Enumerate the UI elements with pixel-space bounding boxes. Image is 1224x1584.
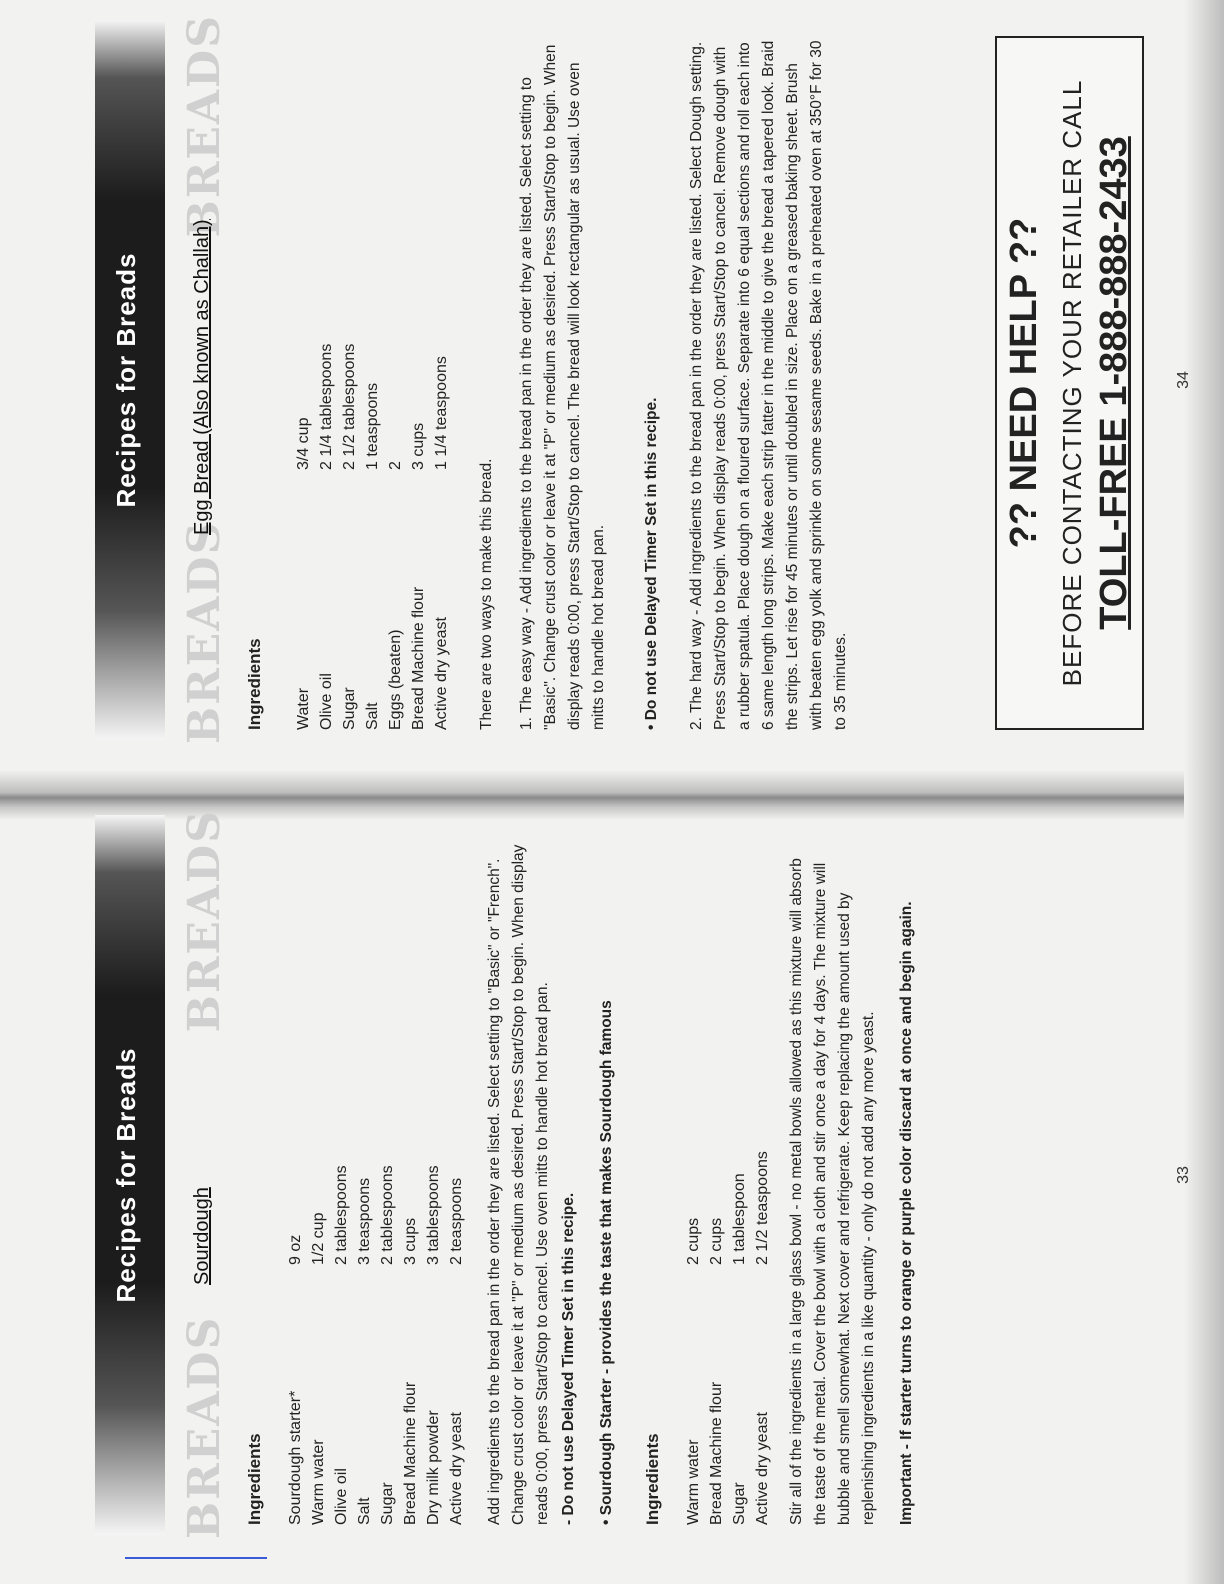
ingredient-amount: 3 teaspoons [356,1177,373,1265]
hard-way-text: 2. The hard way - Add ingredients to the bread pan in the order they are listed. Select Dough setting. Press Start/Stop to begin. When display reads 0:00, press Start/Stop to cancel. Remove dough with a rubber spatula. Place dough on a floured surface. Separate into 6 equal sections and roll each into 6 same length long strips. Make each strip fatter in the middle to give the bread a tapered look. Braid the strips. Let rise for 45 minutes or until doubled in size. Place on a greased baking sheet. Brush with beaten egg yolk and sprinkle on some sesame seeds. Bake in a preheated oven at 350°F for 30 to 35 minutes. [688,40,849,730]
watermark-right: BREADS [179,14,230,238]
ingredient-amount: 3 cups [410,422,427,470]
ingredient-row [364,344,387,730]
ingredient-row [356,1165,379,1525]
ingredient-amount: 3/4 cup [295,417,312,470]
ingredient-name: Sugar [379,1482,396,1525]
ingredient-row [448,1165,471,1525]
help-phone-number: TOLL-FREE 1-888-888-2433 [1093,136,1135,630]
important-note: Important - If starter turns to orange or purple color discard at once and begin again. [898,901,915,1525]
page-number: 34 [1175,371,1192,389]
watermark-left: BREADS [179,1315,230,1539]
ingredient-amount: 2 [387,461,404,470]
starter-instructions-text: Stir all of the ingredients in a large glass bowl - no metal bowls allowed as this mixture will absorb the taste of the metal. Cover the bowl with a cloth and stir once a day for 4 days. The mixture will bubble and smell somewhat. Next cover and refrigerate. Keep replacing the amount used by replenishing ingredients in a like quantity - only do not add any more yeast. [788,858,877,1525]
ingredient-row [333,1165,356,1525]
ingredient-name: Sourdough starter* [287,1390,304,1525]
page-header-bar [95,20,165,740]
help-subtitle: BEFORE CONTACTING YOUR RETAILER CALL [1057,79,1087,687]
instructions-text: Add ingredients to the bread pan in the order they are listed. Select setting to "Basic" or "French". Change crust color or leave it at "P" or medium as desired. Press Start/Stop to begin. When display reads 0:00, press Start/Stop to cancel. Use oven mitts to handle hot bread pan. [486,844,551,1525]
starter-ingredients-label: Ingredients [643,1433,662,1525]
help-title: ?? NEED HELP ?? [1003,217,1045,549]
ingredient-amount: 2 tablespoons [379,1165,396,1265]
ingredient-amount: 2 teaspoons [448,1177,465,1265]
ingredient-name: Sugar [341,687,358,730]
help-box [995,36,1144,730]
ingredient-name: Bread Machine flour [708,1381,725,1525]
ingredient-row [295,344,318,730]
page-header-title: Recipes for Breads [111,252,141,508]
page-header-title: Recipes for Breads [111,1047,141,1303]
ingredient-row [318,344,341,730]
ingredient-row [341,344,364,730]
ingredients-label: Ingredients [245,1433,264,1525]
ingredient-name: Salt [364,702,381,730]
ingredients-table [287,1165,471,1525]
hyperlink-underline [125,1557,267,1559]
recipe-title: Sourdough [191,1187,213,1285]
ingredient-row [287,1165,310,1525]
ingredient-amount: 2 cups [708,1217,725,1265]
delayed-timer-warning: • Do not use Delayed Timer Set in this recipe. [643,397,660,730]
page-34 [95,14,1224,744]
ingredient-name: Water [295,687,312,730]
ingredient-amount: 2 tablespoons [333,1165,350,1265]
ingredients-table [295,344,456,730]
ingredient-row [410,344,433,730]
ingredient-row [433,344,456,730]
ingredient-amount: 9 oz [287,1234,304,1265]
ingredient-name: Dry milk powder [425,1410,442,1525]
ingredient-amount: 3 cups [402,1217,419,1265]
ingredient-amount: 2 cups [685,1217,702,1265]
page-header-bar [95,815,165,1535]
ingredient-name: Olive oil [333,1468,350,1525]
ingredient-name: Sugar [731,1482,748,1525]
ingredient-name: Salt [356,1497,373,1525]
page-number: 33 [1175,1166,1192,1184]
ingredient-row [754,1151,777,1525]
easy-way-text: 1. The easy way - Add ingredients to the bread pan in the order they are listed. Select setting to "Basic". Change crust color or leave it at "P" or medium as desired. Press Start/Stop to begin. When display reads 0:00, press Start/Stop to cancel. The bread will look rectangular as usual. Use oven mitts to handle hot bread pan. [518,44,607,730]
ingredient-name: Olive oil [318,673,335,730]
intro-text: There are two ways to make this bread. [478,458,495,730]
ingredient-amount: 1/2 cup [310,1212,327,1265]
ingredient-name: Bread Machine flour [410,586,427,730]
starter-ingredients-table [685,1151,777,1525]
ingredient-row [731,1151,754,1525]
ingredients-label: Ingredients [245,638,264,730]
ingredient-row [425,1165,448,1525]
ingredient-amount: 3 tablespoons [425,1165,442,1265]
ingredient-amount: 2 1/2 tablespoons [341,343,358,470]
ingredient-amount: 2 1/4 tablespoons [318,343,335,470]
ingredient-name: Active dry yeast [754,1412,771,1525]
watermark-right: BREADS [179,809,230,1033]
ingredient-name: Bread Machine flour [402,1381,419,1525]
ingredient-amount: 1 1/4 teaspoons [433,356,450,470]
ingredient-row [379,1165,402,1525]
ingredient-row [402,1165,425,1525]
ingredient-name: Warm water [310,1439,327,1525]
ingredient-amount: 2 1/2 teaspoons [754,1151,771,1265]
page-33 [95,809,1224,1539]
ingredient-row [685,1151,708,1525]
ingredient-row [708,1151,731,1525]
watermark-left: BREADS [179,520,230,744]
ingredient-name: Active dry yeast [433,617,450,730]
ingredient-row [387,344,410,730]
ingredient-row [310,1165,333,1525]
delayed-timer-warning: - Do not use Delayed Timer Set in this recipe. [560,1192,577,1525]
starter-heading: • Sourdough Starter - provides the taste that makes Sourdough famous [598,1000,615,1525]
ingredient-name: Active dry yeast [448,1412,465,1525]
ingredient-amount: 1 tablespoon [731,1173,748,1265]
ingredient-amount: 1 teaspoons [364,382,381,470]
ingredient-name: Eggs (beaten) [387,629,404,730]
recipe-title: Egg Bread (Also known as Challah) [191,219,213,535]
ingredient-name: Warm water [685,1439,702,1525]
